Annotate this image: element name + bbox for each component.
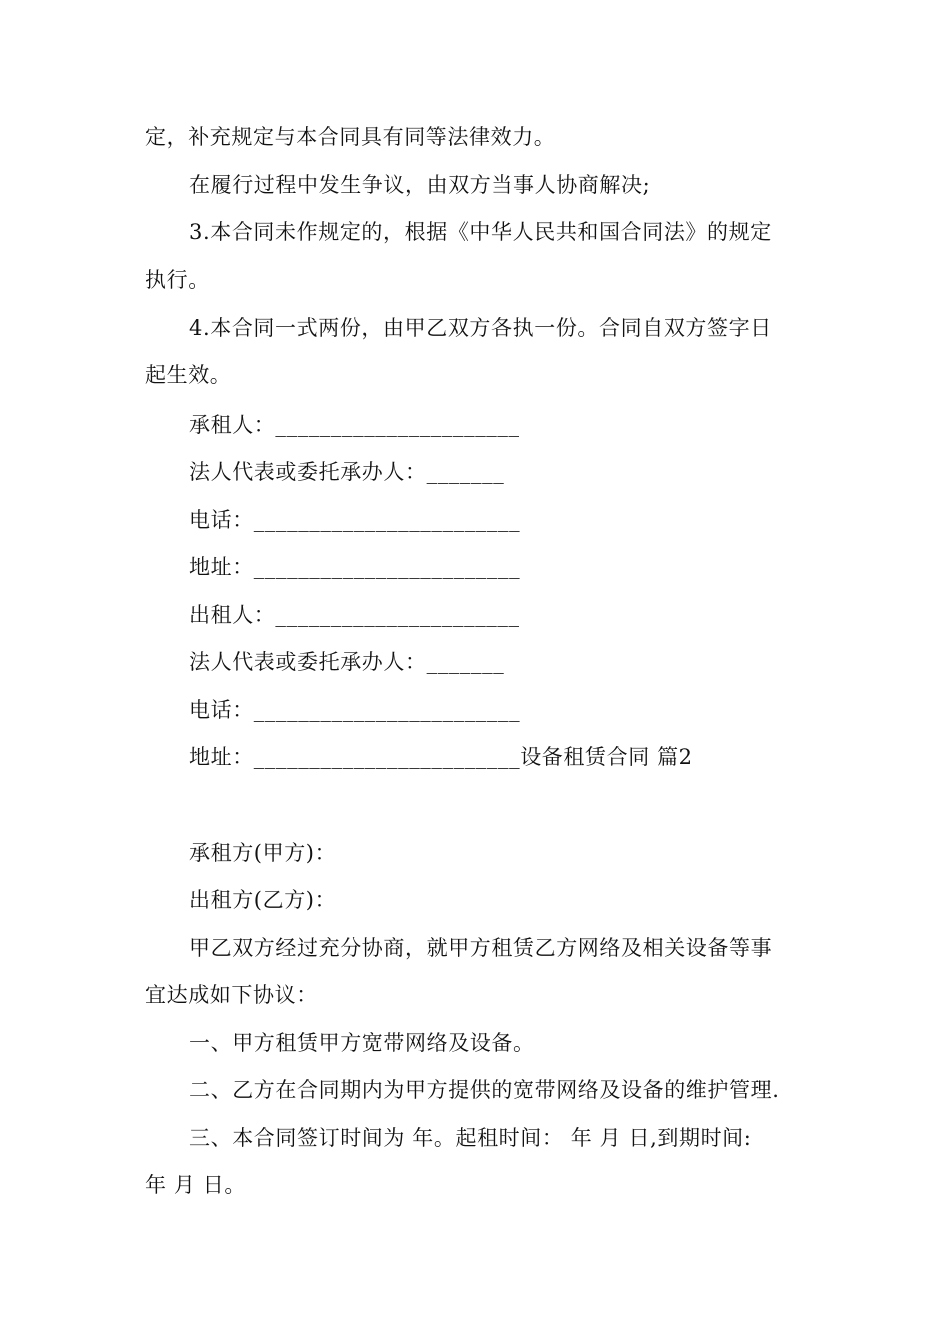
signature-field-phone: 电话：________________________ (189, 698, 521, 722)
signature-field-lessor: 出租人：______________________ (189, 603, 520, 627)
paragraph-line: 起生效。 (145, 363, 232, 387)
paragraph-line: 4.本合同一式两份，由甲乙双方各执一份。合同自双方签字日 (189, 316, 772, 340)
paragraph-line: 定，补充规定与本合同具有同等法律效力。 (145, 125, 556, 149)
clause-line: 一、甲方租赁甲方宽带网络及设备。 (189, 1031, 535, 1055)
signature-field-lessee: 承租人：______________________ (189, 413, 520, 437)
signature-field-address: 地址：________________________ (189, 555, 521, 579)
signature-field-address-and-heading: 地址：________________________设备租赁合同 篇2 (189, 745, 693, 769)
clause-line: 三、本合同签订时间为 年。起租时间： 年 月 日,到期时间: (189, 1126, 752, 1150)
party-b-label: 出租方(乙方)： (189, 888, 337, 912)
paragraph-line: 年 月 日。 (145, 1173, 246, 1197)
paragraph-line: 甲乙双方经过充分协商，就甲方租赁乙方网络及相关设备等事 (189, 936, 773, 960)
paragraph-line: 在履行过程中发生争议，由双方当事人协商解决; (189, 173, 651, 197)
party-a-label: 承租方(甲方)： (189, 841, 337, 865)
clause-line: 二、乙方在合同期内为甲方提供的宽带网络及设备的维护管理. (189, 1078, 780, 1102)
paragraph-line: 执行。 (145, 268, 210, 292)
signature-field-representative: 法人代表或委托承办人：_______ (189, 460, 505, 484)
signature-field-phone: 电话：________________________ (189, 508, 521, 532)
signature-field-representative: 法人代表或委托承办人：_______ (189, 650, 505, 674)
paragraph-line: 宜达成如下协议： (145, 983, 318, 1007)
paragraph-line: 3.本合同未作规定的，根据《中华人民共和国合同法》的规定 (189, 220, 772, 244)
